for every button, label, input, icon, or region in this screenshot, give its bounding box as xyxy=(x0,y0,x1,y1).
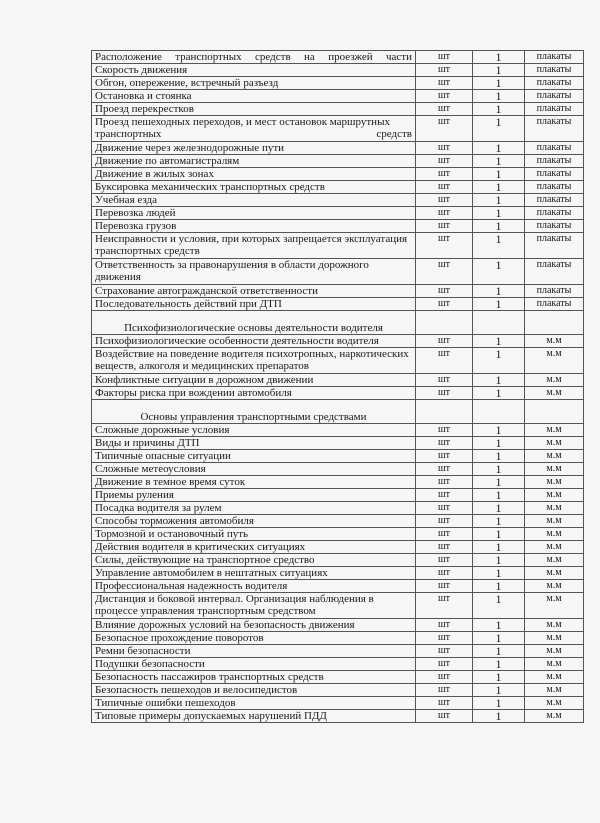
item-name-cell: Последовательность действий при ДТП xyxy=(92,298,416,311)
unit-cell: шт xyxy=(416,259,473,285)
type-cell: м.м xyxy=(525,658,584,671)
quantity-cell: 1 xyxy=(473,207,525,220)
item-name-cell: Тормозной и остановочный путь xyxy=(92,528,416,541)
unit-cell: шт xyxy=(416,90,473,103)
type-cell: плакаты xyxy=(525,259,584,285)
table-row xyxy=(92,437,584,450)
table-row xyxy=(92,103,584,116)
table-row xyxy=(92,51,584,64)
item-name-cell: Расположение транспортных средств на проезжей части xyxy=(92,51,416,64)
empty-cell xyxy=(473,400,525,424)
type-cell: плакаты xyxy=(525,116,584,142)
item-name-cell: Учебная езда xyxy=(92,194,416,207)
table-row xyxy=(92,220,584,233)
unit-cell: шт xyxy=(416,567,473,580)
table-row xyxy=(92,335,584,348)
item-name-cell: Силы, действующие на транспортное средство xyxy=(92,554,416,567)
unit-cell: шт xyxy=(416,168,473,181)
quantity-cell: 1 xyxy=(473,194,525,207)
table-row xyxy=(92,374,584,387)
type-cell: плакаты xyxy=(525,181,584,194)
table-row xyxy=(92,671,584,684)
quantity-cell: 1 xyxy=(473,387,525,400)
type-cell: м.м xyxy=(525,348,584,374)
unit-cell: шт xyxy=(416,387,473,400)
quantity-cell: 1 xyxy=(473,697,525,710)
quantity-cell: 1 xyxy=(473,220,525,233)
quantity-cell: 1 xyxy=(473,285,525,298)
item-name-cell: Остановка и стоянка xyxy=(92,90,416,103)
table-row xyxy=(92,580,584,593)
type-cell: плакаты xyxy=(525,285,584,298)
type-cell: м.м xyxy=(525,580,584,593)
quantity-cell: 1 xyxy=(473,632,525,645)
quantity-cell: 1 xyxy=(473,424,525,437)
table-row xyxy=(92,593,584,619)
table-row xyxy=(92,387,584,400)
unit-cell: шт xyxy=(416,580,473,593)
unit-cell: шт xyxy=(416,619,473,632)
table-row xyxy=(92,259,584,285)
unit-cell: шт xyxy=(416,285,473,298)
unit-cell: шт xyxy=(416,645,473,658)
quantity-cell: 1 xyxy=(473,567,525,580)
unit-cell: шт xyxy=(416,671,473,684)
item-name-cell: Проезд пешеходных переходов, и мест остановок маршрутных транспортных средств xyxy=(92,116,416,142)
item-name-cell: Ответственность за правонарушения в области дорожного движения xyxy=(92,259,416,285)
table-row xyxy=(92,645,584,658)
table-row xyxy=(92,684,584,697)
quantity-cell: 1 xyxy=(473,116,525,142)
table-row xyxy=(92,424,584,437)
unit-cell: шт xyxy=(416,554,473,567)
item-name-cell: Типичные опасные ситуации xyxy=(92,450,416,463)
type-cell: м.м xyxy=(525,502,584,515)
item-name-cell: Буксировка механических транспортных средств xyxy=(92,181,416,194)
unit-cell: шт xyxy=(416,103,473,116)
unit-cell: шт xyxy=(416,64,473,77)
unit-cell: шт xyxy=(416,515,473,528)
item-name-cell: Приемы руления xyxy=(92,489,416,502)
table-row xyxy=(92,476,584,489)
item-name-cell: Безопасность пешеходов и велосипедистов xyxy=(92,684,416,697)
quantity-cell: 1 xyxy=(473,593,525,619)
type-cell: плакаты xyxy=(525,64,584,77)
item-name-cell: Типичные ошибки пешеходов xyxy=(92,697,416,710)
type-cell: м.м xyxy=(525,567,584,580)
type-cell: плакаты xyxy=(525,51,584,64)
item-name-cell: Виды и причины ДТП xyxy=(92,437,416,450)
quantity-cell: 1 xyxy=(473,450,525,463)
type-cell: м.м xyxy=(525,374,584,387)
quantity-cell: 1 xyxy=(473,181,525,194)
unit-cell: шт xyxy=(416,502,473,515)
unit-cell: шт xyxy=(416,220,473,233)
type-cell: плакаты xyxy=(525,103,584,116)
unit-cell: шт xyxy=(416,697,473,710)
unit-cell: шт xyxy=(416,710,473,723)
type-cell: м.м xyxy=(525,541,584,554)
table-row xyxy=(92,285,584,298)
table-row xyxy=(92,541,584,554)
quantity-cell: 1 xyxy=(473,671,525,684)
quantity-cell: 1 xyxy=(473,658,525,671)
item-name-cell: Перевозка грузов xyxy=(92,220,416,233)
type-cell: м.м xyxy=(525,489,584,502)
unit-cell: шт xyxy=(416,463,473,476)
type-cell: плакаты xyxy=(525,298,584,311)
empty-cell xyxy=(525,400,584,424)
item-name-cell: Влияние дорожных условий на безопасность движения xyxy=(92,619,416,632)
item-name-cell: Движение по автомагистралям xyxy=(92,155,416,168)
item-name-cell: Сложные метеоусловия xyxy=(92,463,416,476)
type-cell: плакаты xyxy=(525,77,584,90)
table-row xyxy=(92,298,584,311)
unit-cell: шт xyxy=(416,51,473,64)
type-cell: м.м xyxy=(525,710,584,723)
section-title: Основы управления транспортными средствами xyxy=(92,400,416,424)
type-cell: м.м xyxy=(525,645,584,658)
type-cell: м.м xyxy=(525,619,584,632)
quantity-cell: 1 xyxy=(473,348,525,374)
item-name-cell: Дистанция и боковой интервал. Организация наблюдения в процессе управления транспортным средством xyxy=(92,593,416,619)
type-cell: м.м xyxy=(525,450,584,463)
unit-cell: шт xyxy=(416,233,473,259)
table-row xyxy=(92,528,584,541)
quantity-cell: 1 xyxy=(473,77,525,90)
table-row xyxy=(92,64,584,77)
quantity-cell: 1 xyxy=(473,259,525,285)
quantity-cell: 1 xyxy=(473,619,525,632)
unit-cell: шт xyxy=(416,541,473,554)
unit-cell: шт xyxy=(416,528,473,541)
quantity-cell: 1 xyxy=(473,335,525,348)
quantity-cell: 1 xyxy=(473,51,525,64)
type-cell: м.м xyxy=(525,554,584,567)
unit-cell: шт xyxy=(416,476,473,489)
table-row xyxy=(92,554,584,567)
unit-cell: шт xyxy=(416,207,473,220)
unit-cell: шт xyxy=(416,489,473,502)
item-name-cell: Ремни безопасности xyxy=(92,645,416,658)
section-header-row xyxy=(92,311,584,335)
table-row xyxy=(92,463,584,476)
item-name-cell: Сложные дорожные условия xyxy=(92,424,416,437)
quantity-cell: 1 xyxy=(473,502,525,515)
unit-cell: шт xyxy=(416,450,473,463)
type-cell: м.м xyxy=(525,632,584,645)
type-cell: м.м xyxy=(525,528,584,541)
table-row xyxy=(92,489,584,502)
equipment-table xyxy=(91,50,584,723)
item-name-cell: Конфликтные ситуации в дорожном движении xyxy=(92,374,416,387)
empty-cell xyxy=(525,311,584,335)
quantity-cell: 1 xyxy=(473,554,525,567)
quantity-cell: 1 xyxy=(473,541,525,554)
table-row xyxy=(92,142,584,155)
empty-cell xyxy=(416,311,473,335)
item-name-cell: Безопасность пассажиров транспортных средств xyxy=(92,671,416,684)
unit-cell: шт xyxy=(416,298,473,311)
type-cell: м.м xyxy=(525,387,584,400)
table-row xyxy=(92,515,584,528)
item-name-cell: Способы торможения автомобиля xyxy=(92,515,416,528)
unit-cell: шт xyxy=(416,658,473,671)
item-name-cell: Управление автомобилем в нештатных ситуациях xyxy=(92,567,416,580)
quantity-cell: 1 xyxy=(473,103,525,116)
quantity-cell: 1 xyxy=(473,233,525,259)
table-row xyxy=(92,168,584,181)
table-row xyxy=(92,116,584,142)
item-name-cell: Скорость движения xyxy=(92,64,416,77)
empty-cell xyxy=(473,311,525,335)
item-name-cell: Страхование автогражданской ответственности xyxy=(92,285,416,298)
item-name-cell: Перевозка людей xyxy=(92,207,416,220)
item-name-cell: Профессиональная надежность водителя xyxy=(92,580,416,593)
item-name-cell: Подушки безопасности xyxy=(92,658,416,671)
table-row xyxy=(92,632,584,645)
table-row xyxy=(92,155,584,168)
quantity-cell: 1 xyxy=(473,489,525,502)
table-row xyxy=(92,567,584,580)
unit-cell: шт xyxy=(416,437,473,450)
table-row xyxy=(92,658,584,671)
empty-cell xyxy=(416,400,473,424)
type-cell: плакаты xyxy=(525,142,584,155)
item-name-cell: Движение через железнодорожные пути xyxy=(92,142,416,155)
item-name-cell: Воздействие на поведение водителя психотропных, наркотических веществ, алкоголя и медицинских препаратов xyxy=(92,348,416,374)
item-name-cell: Неисправности и условия, при которых запрещается эксплуатация транспортных средств xyxy=(92,233,416,259)
item-name-cell: Безопасное прохождение поворотов xyxy=(92,632,416,645)
unit-cell: шт xyxy=(416,424,473,437)
quantity-cell: 1 xyxy=(473,437,525,450)
table-row xyxy=(92,90,584,103)
table-row xyxy=(92,710,584,723)
table-row xyxy=(92,194,584,207)
item-name-cell: Обгон, опережение, встречный разъезд xyxy=(92,77,416,90)
type-cell: плакаты xyxy=(525,155,584,168)
table-row xyxy=(92,348,584,374)
table-row xyxy=(92,450,584,463)
type-cell: плакаты xyxy=(525,90,584,103)
type-cell: м.м xyxy=(525,684,584,697)
item-name-cell: Движение в жилых зонах xyxy=(92,168,416,181)
section-title: Психофизиологические основы деятельности водителя xyxy=(92,311,416,335)
table-row xyxy=(92,619,584,632)
type-cell: плакаты xyxy=(525,220,584,233)
table-row xyxy=(92,502,584,515)
item-name-cell: Проезд перекрестков xyxy=(92,103,416,116)
quantity-cell: 1 xyxy=(473,90,525,103)
unit-cell: шт xyxy=(416,181,473,194)
type-cell: плакаты xyxy=(525,207,584,220)
quantity-cell: 1 xyxy=(473,515,525,528)
unit-cell: шт xyxy=(416,593,473,619)
quantity-cell: 1 xyxy=(473,168,525,181)
quantity-cell: 1 xyxy=(473,580,525,593)
quantity-cell: 1 xyxy=(473,645,525,658)
item-name-cell: Психофизиологические особенности деятельности водителя xyxy=(92,335,416,348)
unit-cell: шт xyxy=(416,142,473,155)
table-row xyxy=(92,207,584,220)
unit-cell: шт xyxy=(416,77,473,90)
quantity-cell: 1 xyxy=(473,374,525,387)
item-name-cell: Действия водителя в критических ситуациях xyxy=(92,541,416,554)
item-name-cell: Типовые примеры допускаемых нарушений ПДД xyxy=(92,710,416,723)
type-cell: м.м xyxy=(525,437,584,450)
table-row xyxy=(92,77,584,90)
quantity-cell: 1 xyxy=(473,476,525,489)
quantity-cell: 1 xyxy=(473,463,525,476)
type-cell: м.м xyxy=(525,476,584,489)
type-cell: м.м xyxy=(525,463,584,476)
type-cell: м.м xyxy=(525,335,584,348)
unit-cell: шт xyxy=(416,116,473,142)
quantity-cell: 1 xyxy=(473,298,525,311)
quantity-cell: 1 xyxy=(473,710,525,723)
unit-cell: шт xyxy=(416,194,473,207)
type-cell: плакаты xyxy=(525,168,584,181)
type-cell: м.м xyxy=(525,593,584,619)
item-name-cell: Факторы риска при вождении автомобиля xyxy=(92,387,416,400)
type-cell: м.м xyxy=(525,671,584,684)
table-body xyxy=(92,51,584,723)
item-name-cell: Посадка водителя за рулем xyxy=(92,502,416,515)
type-cell: плакаты xyxy=(525,194,584,207)
section-header-row xyxy=(92,400,584,424)
item-name-cell: Движение в темное время суток xyxy=(92,476,416,489)
unit-cell: шт xyxy=(416,374,473,387)
table-row xyxy=(92,697,584,710)
type-cell: м.м xyxy=(525,697,584,710)
unit-cell: шт xyxy=(416,155,473,168)
type-cell: плакаты xyxy=(525,233,584,259)
type-cell: м.м xyxy=(525,515,584,528)
quantity-cell: 1 xyxy=(473,684,525,697)
table-row xyxy=(92,233,584,259)
quantity-cell: 1 xyxy=(473,528,525,541)
unit-cell: шт xyxy=(416,632,473,645)
unit-cell: шт xyxy=(416,335,473,348)
quantity-cell: 1 xyxy=(473,64,525,77)
quantity-cell: 1 xyxy=(473,155,525,168)
table-row xyxy=(92,181,584,194)
quantity-cell: 1 xyxy=(473,142,525,155)
unit-cell: шт xyxy=(416,684,473,697)
type-cell: м.м xyxy=(525,424,584,437)
unit-cell: шт xyxy=(416,348,473,374)
